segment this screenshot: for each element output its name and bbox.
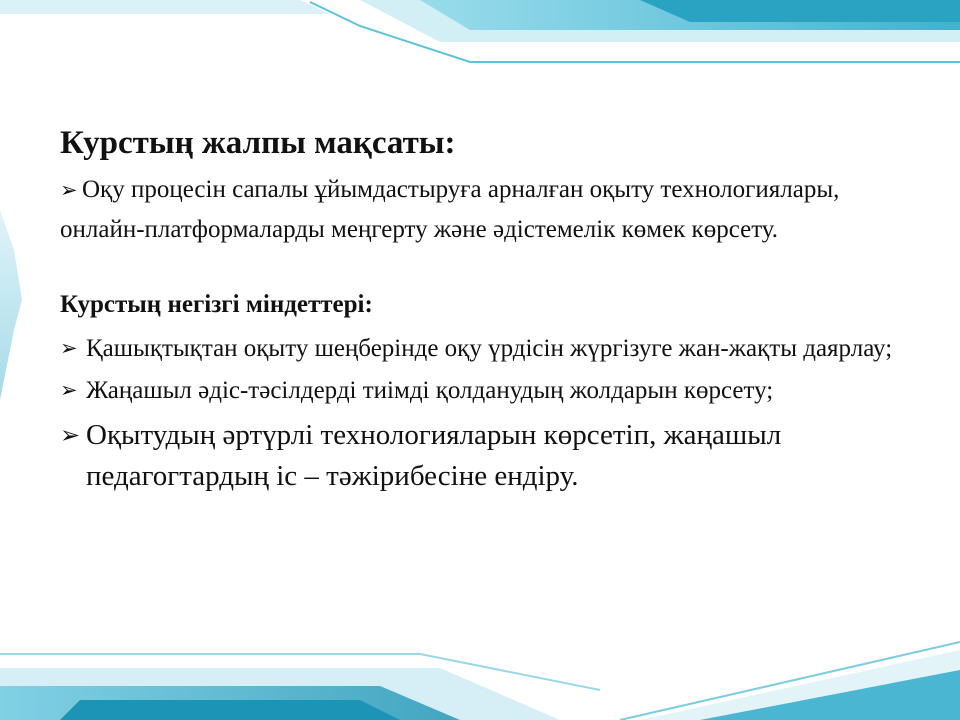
goal-heading: Курстың жалпы мақсаты: — [60, 125, 456, 161]
goal-item — [60, 170, 920, 249]
arrow-bullet-icon: ➢ — [60, 421, 81, 449]
arrow-bullet-icon: ➢ — [60, 336, 78, 360]
arrow-bullet-icon: ➢ — [60, 178, 78, 202]
left-edge-stripe — [0, 210, 22, 400]
bottom-right-swoosh-accent — [700, 670, 960, 720]
slide-content — [60, 118, 920, 504]
arrow-bullet-icon: ➢ — [60, 378, 78, 402]
task-item — [60, 373, 920, 408]
task-text: Қашықтықтан оқыту шеңберінде оқу үрдісін жүргізуге жан-жақты даярлау; — [86, 335, 893, 362]
task-item — [60, 415, 920, 497]
task-text: Жаңашыл әдіс-тәсілдерді тиімді қолданудың жолдарын көрсету; — [86, 377, 774, 404]
top-left-band — [0, 0, 330, 14]
top-right-swoosh-dark — [640, 0, 960, 22]
goal-text: Оқу процесін сапалы ұйымдастыруға арналған оқыту технологиялары, онлайн-платформаларды меңгерту және әдістемелік көмек көрсету. — [60, 176, 840, 243]
task-text: Оқытудың әртүрлі технологияларын көрсетіп, жаңашыл педагогтардың іс – тәжірибесіне ендіру. — [86, 419, 782, 492]
task-item — [60, 331, 920, 366]
bottom-swoosh-dark — [60, 700, 400, 720]
tasks-heading: Курстың негізгі міндеттері: — [60, 291, 373, 318]
